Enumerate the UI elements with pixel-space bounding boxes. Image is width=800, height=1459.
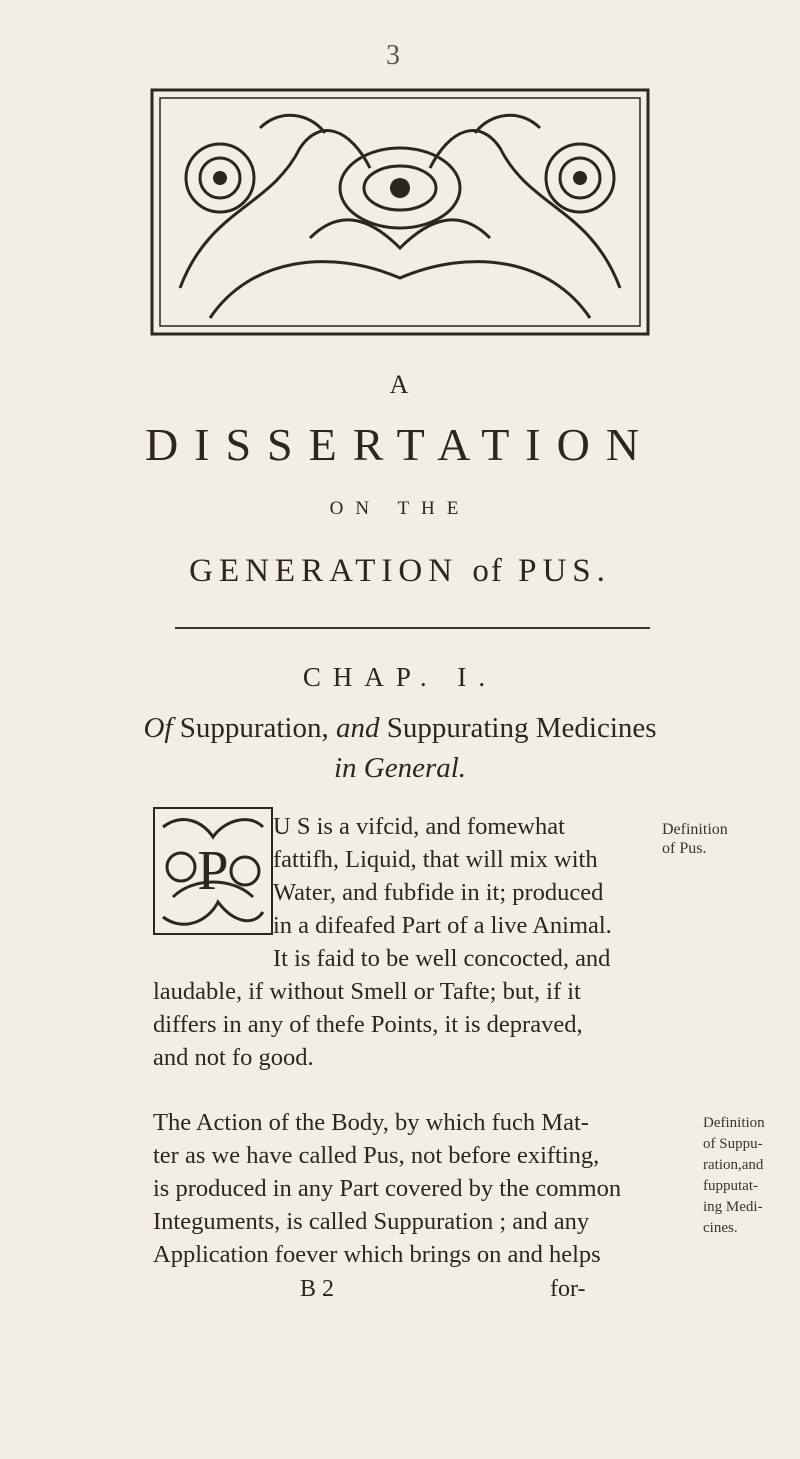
margin-note-2-line-3: ration,and bbox=[703, 1157, 764, 1173]
para2-line-3: is produced in any Part covered by the common bbox=[153, 1175, 622, 1202]
subtitle-end: PUS. bbox=[518, 553, 611, 589]
para1-line-5: It is faid to be well concocted, and bbox=[273, 945, 611, 972]
margin-note-2-line-4: fupputat- bbox=[703, 1178, 758, 1194]
para1-line-6: laudable, if without Smell or Tafte; but, if it bbox=[153, 978, 581, 1005]
para2-line-1: The Action of the Body, by which fuch Mat- bbox=[153, 1109, 589, 1136]
para2-line-2: ter as we have called Pus, not before exifting, bbox=[153, 1142, 600, 1169]
chapter-title-line2: in General. bbox=[333, 752, 467, 784]
title-on-the: ON THE bbox=[329, 498, 471, 519]
margin-note-2-line-1: Definition bbox=[703, 1115, 765, 1131]
chapter-title-part1: Suppuration, bbox=[179, 712, 329, 744]
chapter-title-of: Of bbox=[143, 712, 173, 744]
margin-note-1-line-1: Definition bbox=[662, 821, 728, 838]
page-number: 3 bbox=[386, 40, 400, 71]
subtitle-of: of bbox=[472, 553, 504, 589]
margin-note-2-line-5: ing Medi- bbox=[703, 1199, 763, 1215]
para2-line-5: Application foever which brings on and helps bbox=[153, 1241, 601, 1268]
floral-ornament-headpiece bbox=[150, 88, 650, 336]
subtitle-main: GENERATION bbox=[189, 553, 459, 589]
title-main: DISSERTATION bbox=[144, 419, 656, 470]
chapter-title-part2: Suppurating Medicines bbox=[386, 712, 657, 744]
margin-note-1-line-2: of Pus. bbox=[662, 840, 707, 857]
para1-line-1: U S is a vifcid, and fomewhat bbox=[273, 813, 565, 840]
para1-line-8: and not fo good. bbox=[153, 1044, 314, 1071]
title-article: A bbox=[389, 370, 411, 399]
margin-note-2-line-6: cines. bbox=[703, 1220, 738, 1236]
dropcap-ornament bbox=[153, 807, 273, 935]
chapter-title-and: and bbox=[335, 712, 380, 744]
margin-note-2 bbox=[703, 1113, 765, 1239]
dropcap-letter: P bbox=[197, 840, 229, 902]
signature-mark: B 2 bbox=[300, 1276, 335, 1302]
para2-line-4: Integuments, is called Suppuration ; and any bbox=[153, 1208, 590, 1235]
para1-line-2: fattifh, Liquid, that will mix with bbox=[273, 846, 598, 873]
margin-note-1 bbox=[662, 820, 728, 858]
chapter-title bbox=[0, 708, 800, 788]
para1-line-3: Water, and fubfide in it; produced bbox=[273, 879, 604, 906]
margin-note-2-line-2: of Suppu- bbox=[703, 1136, 763, 1152]
para1-line-4: in a difeafed Part of a live Animal. bbox=[273, 912, 612, 939]
title-subtitle bbox=[0, 553, 800, 590]
chapter-number: CHAP. I. bbox=[302, 662, 498, 692]
title-rule bbox=[175, 627, 650, 629]
para1-line-7: differs in any of thefe Points, it is depraved, bbox=[153, 1011, 583, 1038]
catchword: for- bbox=[550, 1276, 586, 1302]
